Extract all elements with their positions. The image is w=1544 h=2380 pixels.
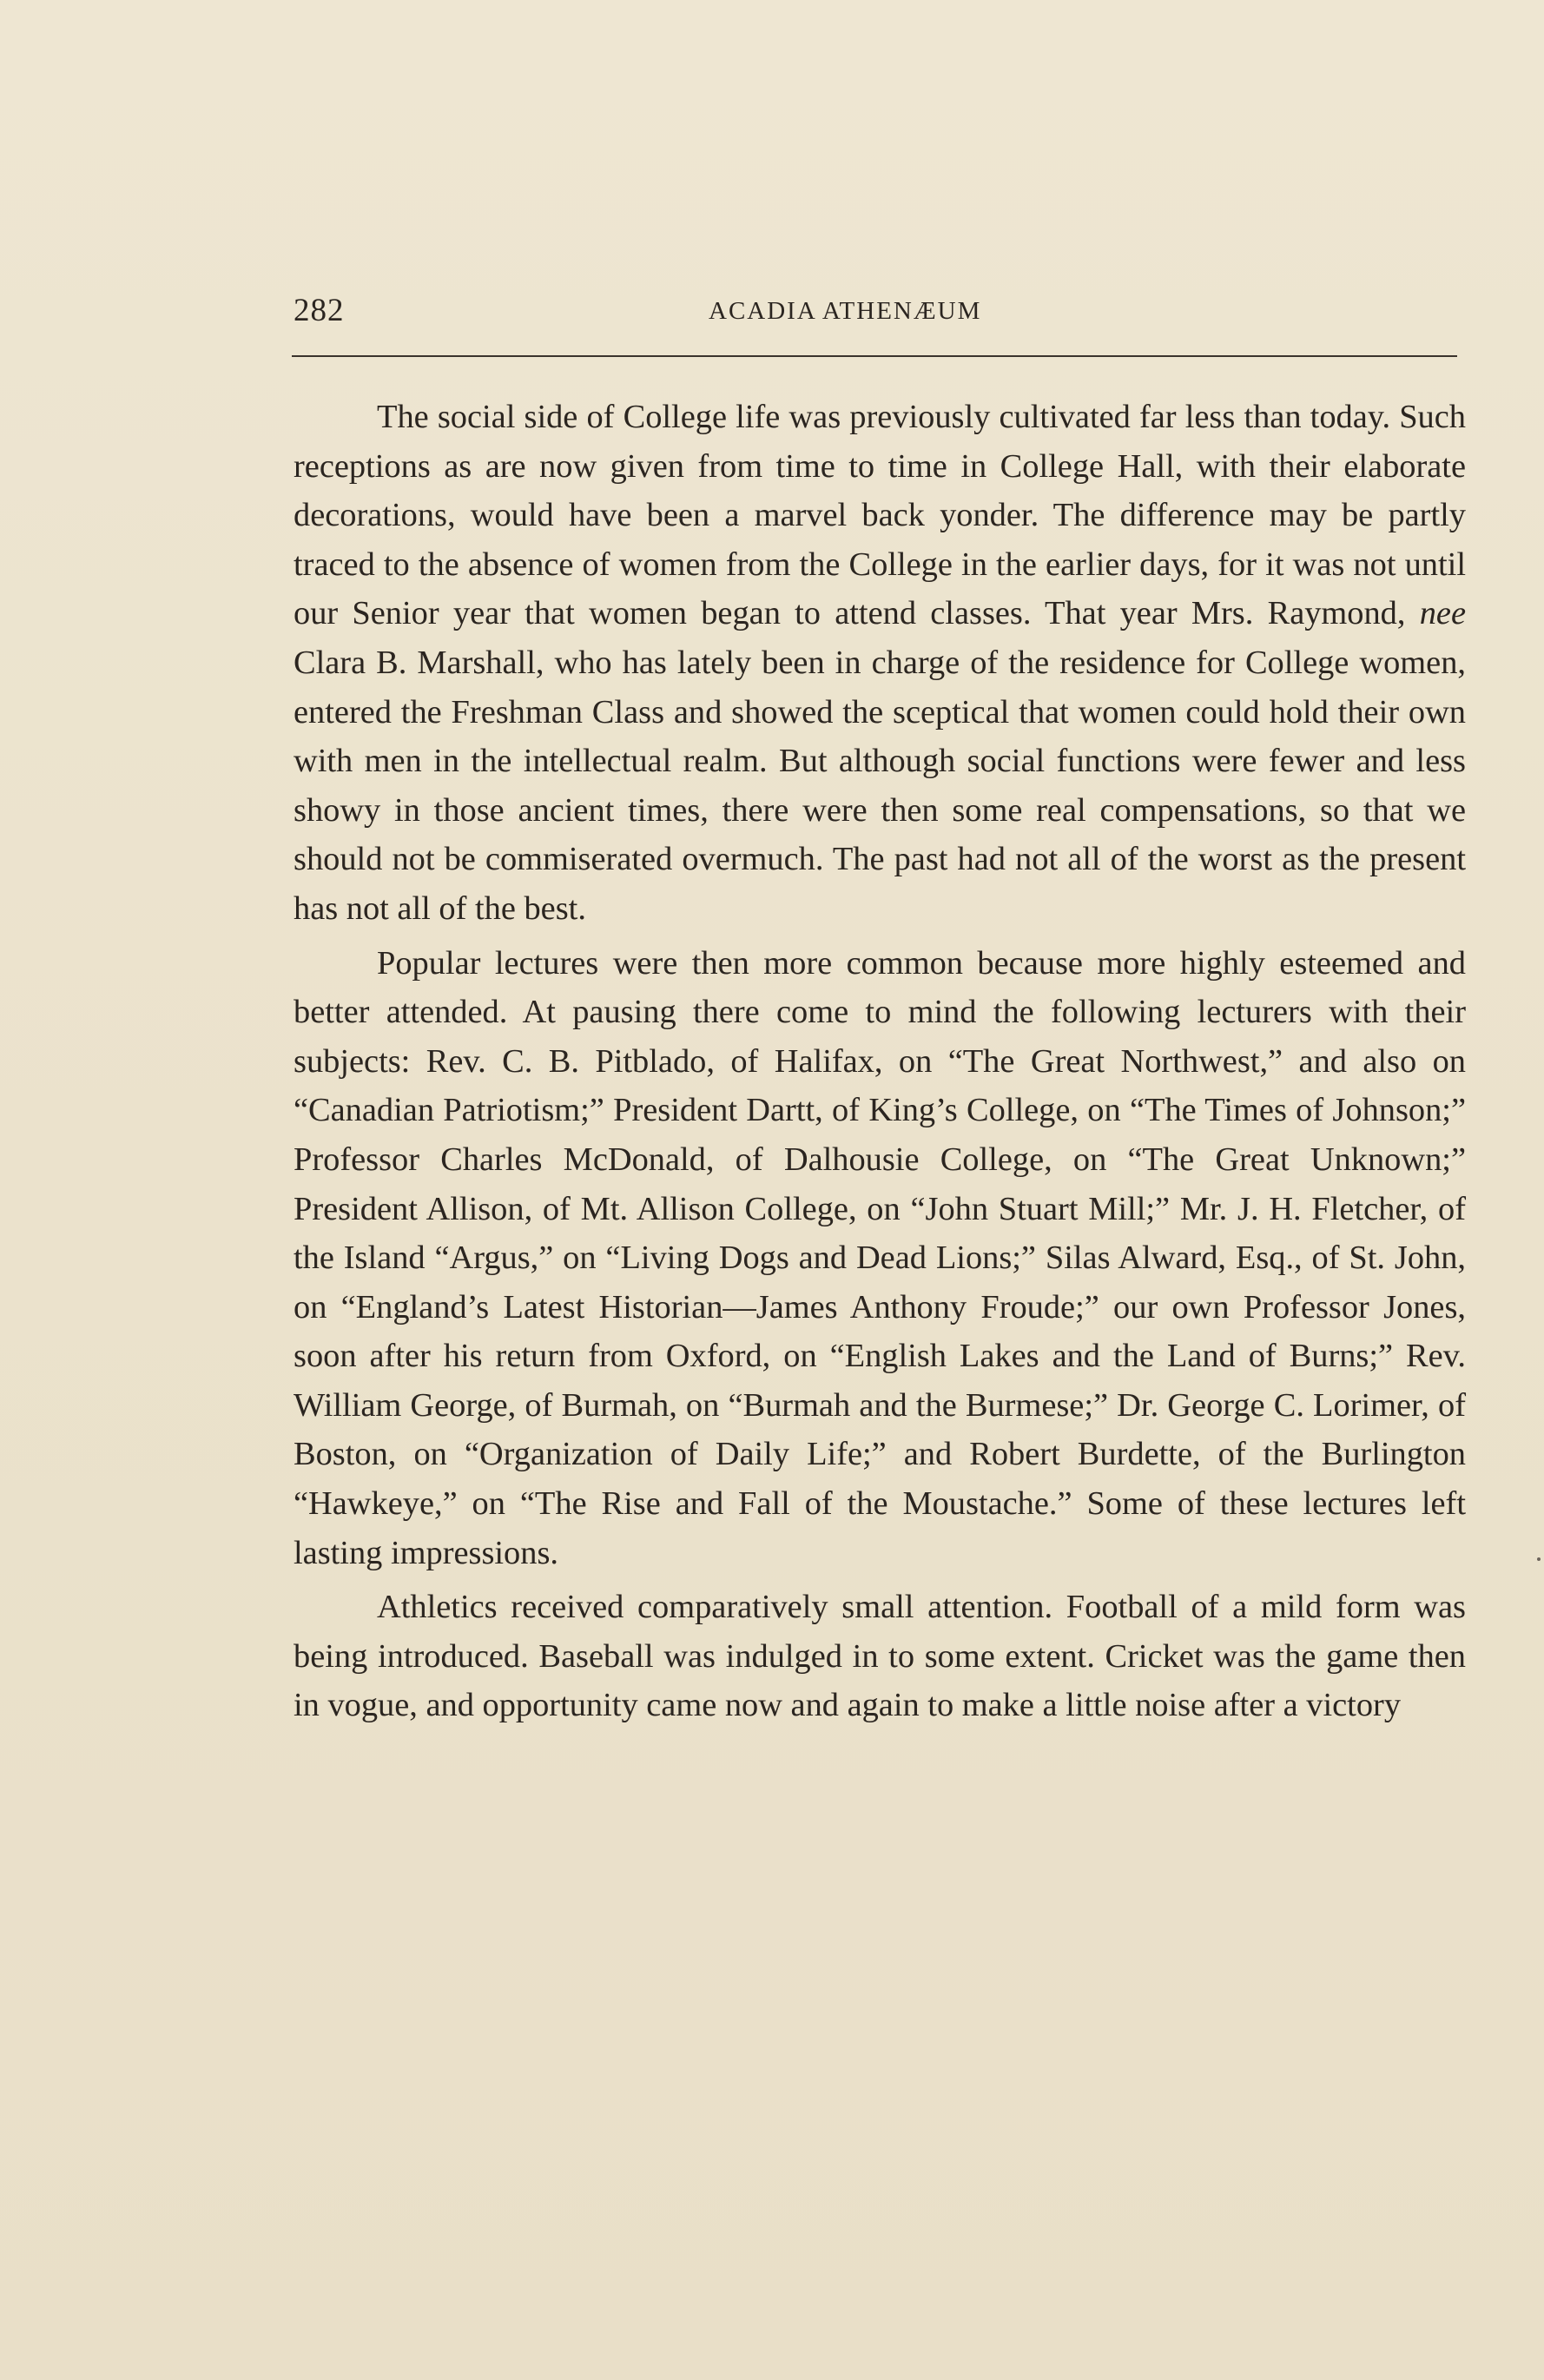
running-head: ACADIA ATHENÆUM — [709, 297, 982, 325]
paragraph-social-life-part-2: Clara B. Marshall, who has lately been in charge of the residence for College women, entered the Freshman Class and showed the sceptical that women could hold their own with men in the intellectual realm. But although social functions were fewer and less showy in those ancient times, there were then some real compensations, so that we should not be commiserated overmuch. The past had not all of the worst as the present has not all of the best. — [294, 644, 1466, 927]
page-number: 282 — [294, 293, 345, 328]
header-rule — [292, 355, 1457, 357]
paper-speck — [1537, 1557, 1541, 1561]
page-header — [294, 292, 1457, 337]
paragraph-social-life-part-1: The social side of College life was previously cultivated far less than today. Such receptions as are now given from time to time in College Hall, with their elaborate decorations, would have been a marvel back yonder. The difference may be partly traced to the absence of women from the College in the earlier days, for it was not until our Senior year that women began to attend classes. That year Mrs. Raymond, — [294, 399, 1466, 632]
paragraph-social-life-italic: nee — [1419, 595, 1466, 632]
paragraph-athletics: Athletics received comparatively small attention. Football of a mild form was being introduced. Baseball was indulged in to some extent. Cricket was the game then in vogue, and opportunity came now and again to make a little noise after a victory — [294, 1589, 1466, 1724]
article-body — [294, 393, 1466, 1735]
paragraph-popular-lectures: Popular lectures were then more common because more highly esteemed and better attended. At pausing there come to mind the following lecturers with their subjects: Rev. C. B. Pitblado, of Halifax, on “The Great Northwest,” and also on “Canadian Patriotism;” President Dartt, of King’s College, on “The Times of Johnson;” Professor Charles McDonald, of Dalhousie College, on “The Great Unknown;” President Allison, of Mt. Allison College, on “John Stuart Mill;” Mr. J. H. Fletcher, of the Island “Argus,” on “Living Dogs and Dead Lions;” Silas Alward, Esq., of St. John, on “England’s Latest Historian—James Anthony Froude;” our own Professor Jones, soon after his return from Oxford, on “English Lakes and the Land of Burns;” Rev. William George, of Burmah, on “Burmah and the Burmese;” Dr. George C. Lorimer, of Boston, on “Organization of Daily Life;” and Robert Burdette, of the Burlington “Hawkeye,” on “The Rise and Fall of the Moustache.” Some of these lectures left lasting impressions. — [294, 944, 1466, 1571]
paragraph-social-life — [294, 393, 1466, 934]
